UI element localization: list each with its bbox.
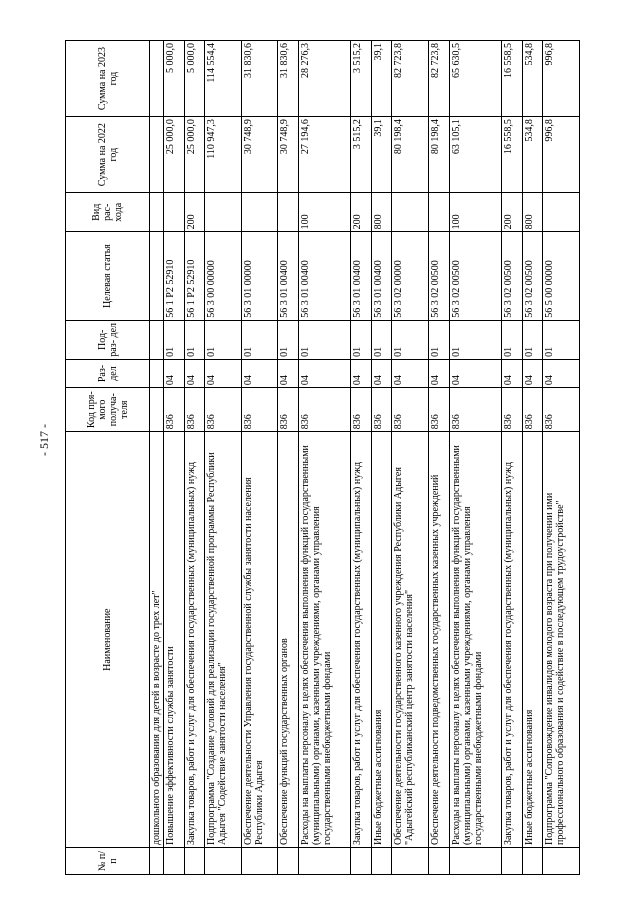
row-target-article: 56 1 P2 52910: [164, 232, 185, 320]
row-name: Подпрограмма "Сопровождение инвалидов молодого возраста при получении ими профессионального образования и содействие в последующем трудоустройстве": [543, 432, 580, 848]
row-expense-type: [150, 193, 164, 232]
row-subsection: 01: [371, 320, 392, 359]
row-sum-2023: 996,8: [543, 41, 580, 117]
row-section: [150, 359, 164, 387]
table-row: [351, 41, 372, 875]
table-row: [298, 41, 351, 875]
table-row: [241, 41, 278, 875]
row-section: 04: [429, 359, 450, 387]
row-expense-type: [241, 193, 278, 232]
header-section: Раз- дел: [66, 359, 150, 387]
table-header-row: [66, 41, 150, 875]
row-sum-2023: 39,1: [371, 41, 392, 117]
row-target-article: [150, 232, 164, 320]
row-section: 04: [392, 359, 429, 387]
row-sum-2022: [150, 117, 164, 193]
row-subsection: 01: [164, 320, 185, 359]
row-name: Обеспечение функций государственных органов: [278, 432, 299, 848]
header-sum-2022: Сумма на 2022 год: [66, 117, 150, 193]
row-section: 04: [278, 359, 299, 387]
page-number: - 517 -: [37, 424, 51, 456]
table-row: [543, 41, 580, 875]
row-subsection: 01: [241, 320, 278, 359]
row-number: [205, 848, 242, 875]
row-recipient-code: 836: [298, 388, 351, 432]
row-expense-type: [278, 193, 299, 232]
row-target-article: 56 5 00 00000: [543, 232, 580, 320]
row-number: [150, 848, 164, 875]
row-recipient-code: 836: [241, 388, 278, 432]
row-target-article: 56 3 02 00000: [392, 232, 429, 320]
row-target-article: 56 1 P2 52910: [184, 232, 205, 320]
row-sum-2022: 63 105,1: [449, 117, 502, 193]
row-target-article: 56 3 01 00400: [278, 232, 299, 320]
row-sum-2022: 80 198,4: [429, 117, 450, 193]
row-section: 04: [205, 359, 242, 387]
row-subsection: 01: [278, 320, 299, 359]
row-number: [298, 848, 351, 875]
row-recipient-code: 836: [522, 388, 543, 432]
row-section: 04: [164, 359, 185, 387]
row-subsection: 01: [392, 320, 429, 359]
row-sum-2023: 82 723,8: [429, 41, 450, 117]
row-section: 04: [298, 359, 351, 387]
header-subsection: Под- раз- дел: [66, 320, 150, 359]
row-target-article: 56 3 02 00500: [429, 232, 450, 320]
row-recipient-code: 836: [371, 388, 392, 432]
row-expense-type: 100: [298, 193, 351, 232]
row-sum-2022: 80 198,4: [392, 117, 429, 193]
table-row: [205, 41, 242, 875]
row-recipient-code: 836: [351, 388, 372, 432]
row-expense-type: 100: [449, 193, 502, 232]
row-target-article: 56 3 00 00000: [205, 232, 242, 320]
row-name: Закупка товаров, работ и услуг для обеспечения государственных (муниципальных) нужд: [502, 432, 523, 848]
row-name: Закупка товаров, работ и услуг для обеспечения государственных (муниципальных) нужд: [351, 432, 372, 848]
row-target-article: 56 3 01 00400: [298, 232, 351, 320]
row-target-article: 56 3 01 00400: [351, 232, 372, 320]
row-sum-2022: 3 515,2: [351, 117, 372, 193]
row-section: 04: [543, 359, 580, 387]
table-row: [150, 41, 164, 875]
row-subsection: 01: [429, 320, 450, 359]
row-sum-2022: 39,1: [371, 117, 392, 193]
row-section: 04: [371, 359, 392, 387]
row-name: Иные бюджетные ассигнования: [371, 432, 392, 848]
header-recipient-code: Код пря- мого получа- теля: [66, 388, 150, 432]
row-recipient-code: 836: [278, 388, 299, 432]
row-sum-2023: 5 000,0: [164, 41, 185, 117]
header-name: Наименование: [66, 432, 150, 848]
budget-table: [65, 40, 580, 875]
row-recipient-code: 836: [164, 388, 185, 432]
row-recipient-code: 836: [392, 388, 429, 432]
row-name: Обеспечение деятельности подведомственных государственных казенных учреждений: [429, 432, 450, 848]
row-sum-2022: 110 947,3: [205, 117, 242, 193]
row-expense-type: [543, 193, 580, 232]
row-sum-2023: 5 000,0: [184, 41, 205, 117]
row-section: 04: [502, 359, 523, 387]
table-row: [164, 41, 185, 875]
row-number: [164, 848, 185, 875]
row-target-article: 56 3 02 00500: [522, 232, 543, 320]
row-number: [278, 848, 299, 875]
row-recipient-code: 836: [543, 388, 580, 432]
row-expense-type: 200: [351, 193, 372, 232]
row-sum-2023: 31 830,6: [278, 41, 299, 117]
row-sum-2023: 16 558,5: [502, 41, 523, 117]
table-row: [502, 41, 523, 875]
row-expense-type: 800: [371, 193, 392, 232]
row-sum-2023: [150, 41, 164, 117]
row-subsection: 01: [543, 320, 580, 359]
row-section: 04: [449, 359, 502, 387]
row-name: Повышение эффективности службы занятости: [164, 432, 185, 848]
row-subsection: 01: [298, 320, 351, 359]
row-subsection: [150, 320, 164, 359]
row-recipient-code: 836: [502, 388, 523, 432]
row-subsection: 01: [522, 320, 543, 359]
row-target-article: 56 3 01 00400: [371, 232, 392, 320]
table-row: [184, 41, 205, 875]
table-row: [429, 41, 450, 875]
row-expense-type: [164, 193, 185, 232]
row-section: 04: [184, 359, 205, 387]
row-name: Расходы на выплаты персоналу в целях обеспечения выполнения функций государственными (муниципальными) органами, казенными учреждениями, органами управления государственными внебюджетными фондами: [298, 432, 351, 848]
row-subsection: 01: [205, 320, 242, 359]
row-number: [502, 848, 523, 875]
row-section: 04: [351, 359, 372, 387]
row-target-article: 56 3 02 00500: [502, 232, 523, 320]
row-number: [522, 848, 543, 875]
row-sum-2022: 16 558,5: [502, 117, 523, 193]
row-number: [241, 848, 278, 875]
row-sum-2022: 25 000,0: [184, 117, 205, 193]
row-sum-2023: 82 723,8: [392, 41, 429, 117]
header-expense-type: Вид рас- хода: [66, 193, 150, 232]
row-sum-2022: 996,8: [543, 117, 580, 193]
row-sum-2022: 27 194,6: [298, 117, 351, 193]
row-expense-type: 200: [184, 193, 205, 232]
row-subsection: 01: [184, 320, 205, 359]
row-subsection: 01: [449, 320, 502, 359]
row-sum-2022: 30 748,9: [241, 117, 278, 193]
table-row: [278, 41, 299, 875]
header-number: № п/п: [66, 848, 150, 875]
table-row: [392, 41, 429, 875]
header-sum-2023: Сумма на 2023 год: [66, 41, 150, 117]
row-section: 04: [241, 359, 278, 387]
table-row: [522, 41, 543, 875]
row-name: Расходы на выплаты персоналу в целях обеспечения выполнения функций государственными (муниципальными) органами, казенными учреждениями, органами управления государственными внебюджетными фондами: [449, 432, 502, 848]
table-row: [371, 41, 392, 875]
row-sum-2022: 534,8: [522, 117, 543, 193]
row-recipient-code: 836: [205, 388, 242, 432]
row-name: Закупка товаров, работ и услуг для обеспечения государственных (муниципальных) нужд: [184, 432, 205, 848]
row-section: 04: [522, 359, 543, 387]
row-sum-2023: 31 830,6: [241, 41, 278, 117]
header-target-article: Целевая статья: [66, 232, 150, 320]
row-number: [449, 848, 502, 875]
row-expense-type: 800: [522, 193, 543, 232]
row-sum-2023: 28 276,3: [298, 41, 351, 117]
row-subsection: 01: [502, 320, 523, 359]
row-expense-type: [392, 193, 429, 232]
row-number: [429, 848, 450, 875]
table-row: [449, 41, 502, 875]
row-number: [392, 848, 429, 875]
row-recipient-code: 836: [449, 388, 502, 432]
row-expense-type: [205, 193, 242, 232]
row-number: [371, 848, 392, 875]
row-sum-2023: 65 630,5: [449, 41, 502, 117]
row-subsection: 01: [351, 320, 372, 359]
row-sum-2023: 534,8: [522, 41, 543, 117]
row-recipient-code: [150, 388, 164, 432]
row-recipient-code: 836: [184, 388, 205, 432]
row-number: [543, 848, 580, 875]
row-name: дошкольного образования для детей в возрасте до трех лет": [150, 432, 164, 848]
row-name: Обеспечение деятельности государственного казенного учреждения Республики Адыгея "Адыгейский республиканский центр занятости населения": [392, 432, 429, 848]
row-sum-2023: 114 554,4: [205, 41, 242, 117]
row-sum-2022: 30 748,9: [278, 117, 299, 193]
row-target-article: 56 3 02 00500: [449, 232, 502, 320]
row-number: [184, 848, 205, 875]
row-expense-type: 200: [502, 193, 523, 232]
row-expense-type: [429, 193, 450, 232]
row-name: Иные бюджетные ассигнования: [522, 432, 543, 848]
row-recipient-code: 836: [429, 388, 450, 432]
row-name: Подпрограмма "Создание условий для реализации государственной программы Республики Адыгея "Содействие занятости населения": [205, 432, 242, 848]
rotated-table-container: [65, 40, 640, 875]
row-number: [351, 848, 372, 875]
row-name: Обеспечение деятельности Управления государственной службы занятости населения Республики Адыгея: [241, 432, 278, 848]
row-sum-2022: 25 000,0: [164, 117, 185, 193]
row-target-article: 56 3 01 00000: [241, 232, 278, 320]
row-sum-2023: 3 515,2: [351, 41, 372, 117]
